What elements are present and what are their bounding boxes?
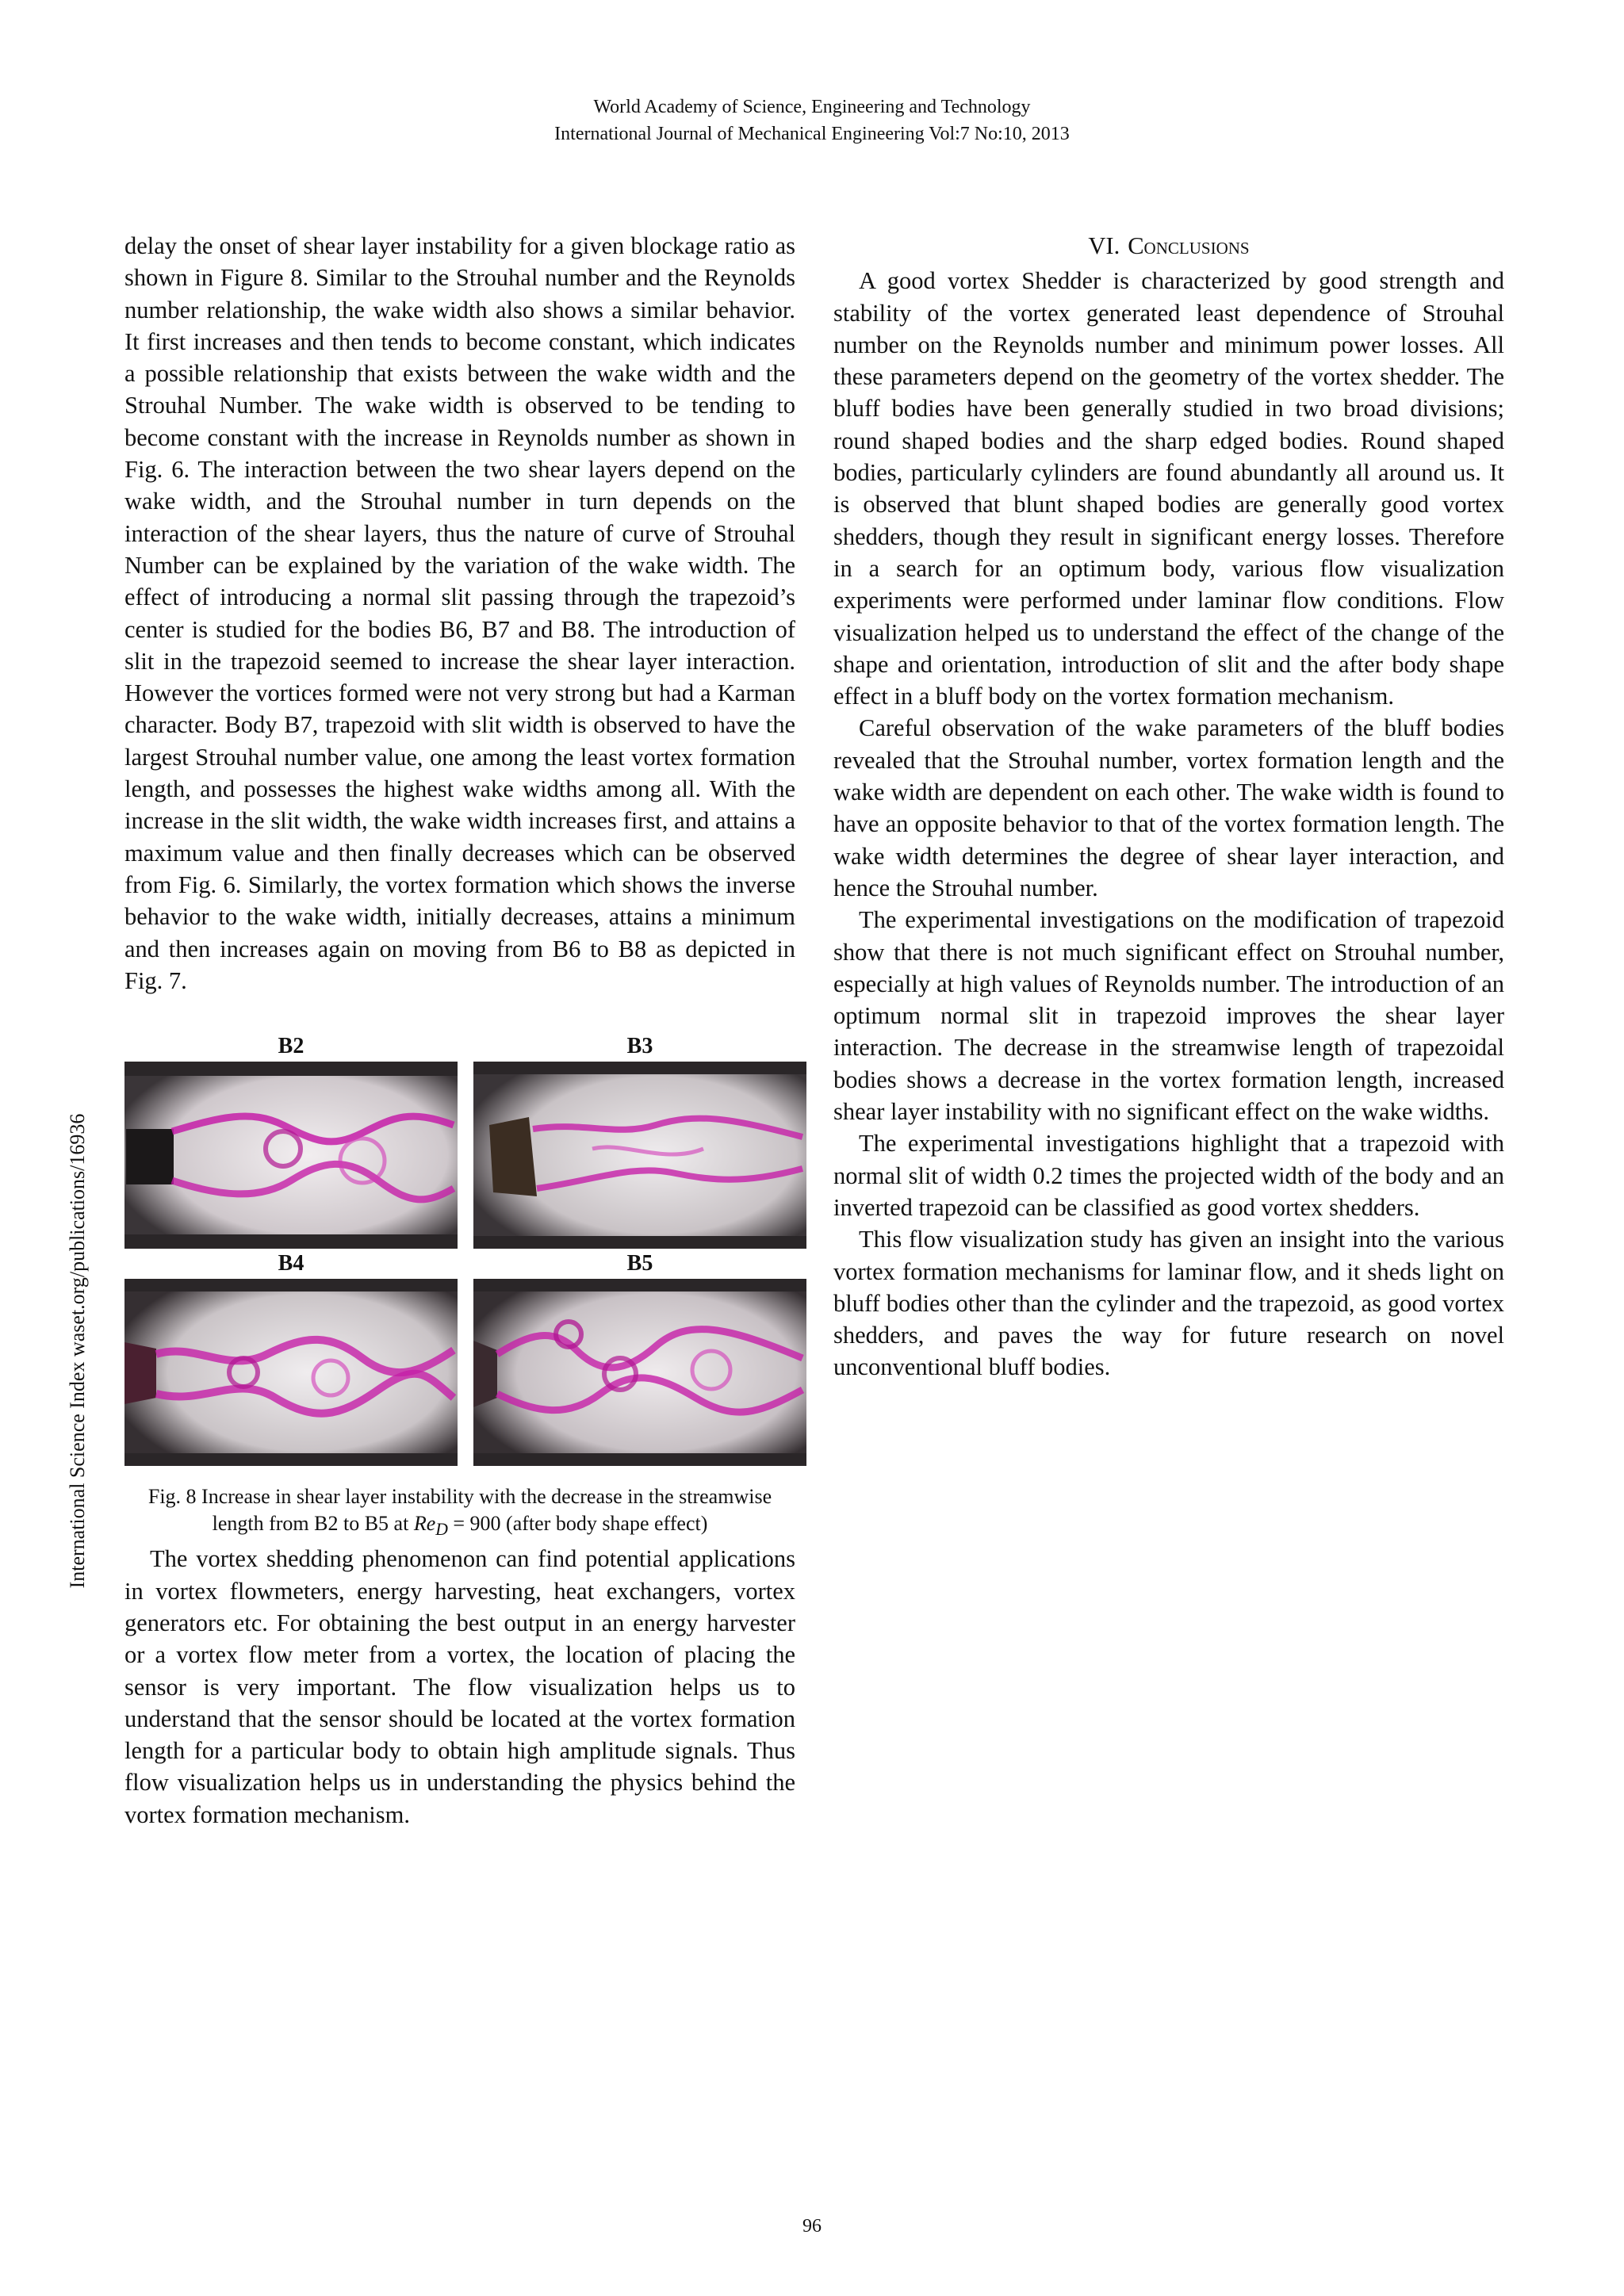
flow-photo-image xyxy=(473,1062,806,1249)
panel-label: B3 xyxy=(626,1034,653,1059)
figure-panel-b4 xyxy=(124,1249,458,1466)
caption-re: Re xyxy=(413,1512,436,1536)
conclusion-paragraph-1: A good vortex Shedder is characterized by good strength and stability of the vortex generated least dependence of Strouhal number on the Reynolds number and minimum power losses. All these parameters depend on the geometry of the vortex shedder. The bluff bodies have been generally studied in two broad divisions; round shaped bodies and the sharp edged bodies. Round shaped bodies, particularly cylinders are found abundantly all around us. It is observed that blunt shaped bodies are generally good vortex shedders, though they result in significant energy losses. Therefore in a search for an optimum body, various flow visualization experiments were performed under laminar flow conditions. Flow visualization helped us to understand the effect of the change of the shape and orientation, introduction of slit and the after body shape effect in a bluff body on the vortex formation mechanism. xyxy=(833,267,1504,710)
panel-label: B2 xyxy=(278,1034,304,1059)
figure-caption xyxy=(136,1483,784,1543)
figure-panel-b2 xyxy=(124,1031,458,1249)
header-line-1: World Academy of Science, Engineering and Technology xyxy=(593,97,1031,117)
figure-panel-b3 xyxy=(473,1031,806,1249)
page-number: 96 xyxy=(802,2216,822,2237)
section-number: VI. xyxy=(1088,232,1120,259)
panel-label: B5 xyxy=(626,1251,653,1276)
conclusion-paragraph-3: The experimental investigations on the modification of trapezoid show that there is not much significant effect on Strouhal number, especially at high values of Reynolds number. The introduction of an optimum normal slit in trapezoid improves the shear layer interaction. The decrease in the streamwise length of trapezoidal bodies shows a decrease in the vortex formation length, increased shear layer instability with no significant effect on the wake widths. xyxy=(833,906,1504,1126)
caption-re-subscript: D xyxy=(435,1520,448,1540)
left-paragraph-1: delay the onset of shear layer instability for a given blockage ratio as shown in Figure 8. Similar to the Strouhal number and the Reynolds number relationship, the wake width also shows a similar behavior. It first increases and then tends to become constant, which indicates a possible relationship that exists between the wake width and the Strouhal Number. The wake width is observed to be tending to become constant with the increase in Reynolds number as shown in Fig. 6. The interaction between the two shear layers depend on the wake width, and the Strouhal number in turn depends on the interaction of the shear layers, thus the nature of curve of Strouhal Number can be explained by the variation of the wake width. The effect of introducing a normal slit passing through the trapezoid’s center is studied for the bodies B6, B7 and B8. The introduction of slit in the trapezoid seemed to increase the shear layer interaction. However the vortices formed were not very strong but had a Karman character. Body B7, trapezoid with slit width is observed to have the largest Strouhal number value, one among the least vortex formation length, and possesses the highest wake widths among all. With the increase in the slit width, the wake width increases first, and attains a maximum value and then finally decreases which can be observed from Fig. 6. Similarly, the vortex formation which shows the inverse behavior to the wake width, initially decreases, attains a minimum and then increases again on moving from B6 to B8 as depicted in Fig. 7. xyxy=(124,232,795,994)
conclusion-paragraph-4: The experimental investigations highlight that a trapezoid with normal slit of width 0.2 times the projected width of the body and an inverted trapezoid can be classified as good vortex shedders. xyxy=(833,1130,1504,1221)
section-heading xyxy=(833,230,1504,262)
header-line-2: International Journal of Mechanical Engineering Vol:7 No:10, 2013 xyxy=(554,124,1070,144)
left-paragraph-2: The vortex shedding phenomenon can find potential applications in vortex flowmeters, energy harvesting, heat exchangers, vortex generators etc. For obtaining the best output in an energy harvester or a vortex flow meter from a vortex, the location of placing the sensor is very important. The flow visualization helps us to understand that the sensor should be located at the vortex formation length for a particular body to obtain high amplitude signals. Thus flow visualization helps us in understanding the physics behind the vortex formation mechanism. xyxy=(124,1545,795,1828)
right-column xyxy=(833,230,1504,1383)
flow-photo-image xyxy=(473,1279,806,1466)
flow-photo-image xyxy=(124,1279,458,1466)
sidebar-index-text: International Science Index waset.org/publications/16936 xyxy=(66,1113,89,1589)
flow-photo-image xyxy=(124,1062,458,1249)
figure-8 xyxy=(124,1031,795,1543)
caption-text-end: = 900 (after body shape effect) xyxy=(447,1512,708,1536)
left-column xyxy=(124,230,795,1831)
conclusion-paragraph-2: Careful observation of the wake parameters of the bluff bodies revealed that the Strouhal number, vortex formation length and the wake width are dependent on each other. The wake width is found to have an opposite behavior to that of the vortex formation length. The wake width determines the degree of shear layer interaction, and hence the Strouhal number. xyxy=(833,714,1504,901)
figure-panel-b5 xyxy=(473,1249,806,1466)
journal-header xyxy=(0,94,1624,147)
conclusion-paragraph-5: This flow visualization study has given an insight into the various vortex formation mechanisms for laminar flow, and it sheds light on bluff bodies other than the cylinder and the trapezoid, as good vortex shedders, and paves the way for future research on novel unconventional bluff bodies. xyxy=(833,1226,1504,1381)
caption-text: Fig. 8 Increase in shear layer instability with the decrease in the streamwise length from B2 to B5 at xyxy=(147,1485,772,1536)
section-title: Conclusions xyxy=(1128,232,1250,259)
panel-label: B4 xyxy=(278,1251,304,1276)
